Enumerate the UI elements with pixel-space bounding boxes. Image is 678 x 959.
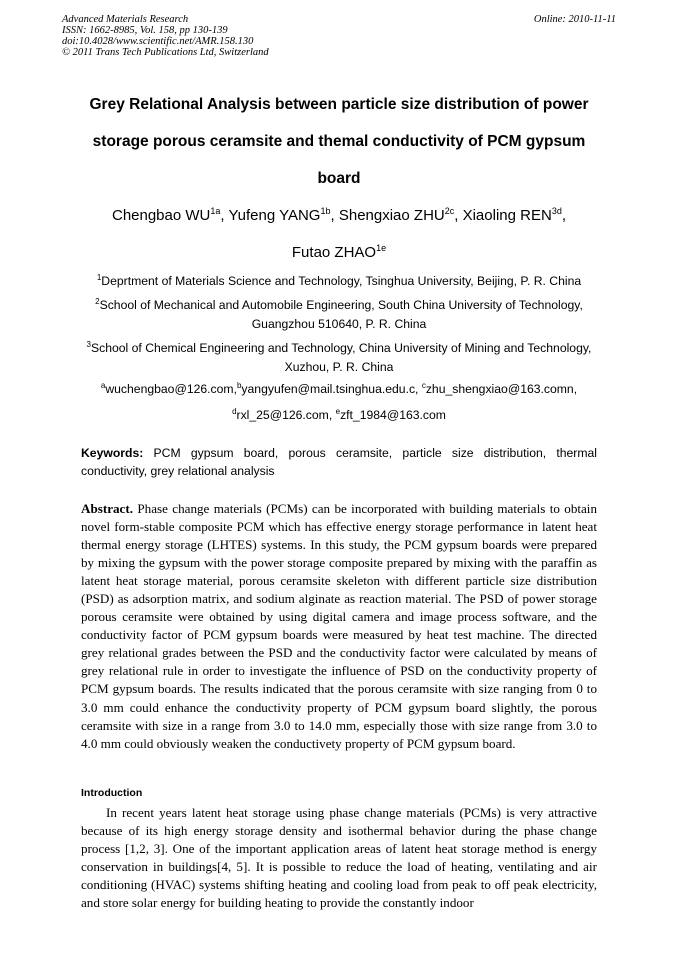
email-line-1: $^a$wuchengbao@126.com,$^b$yangyufen@mail.tsinghua.edu.c, $^c$zhu_shengxiao@163.comn,	[100, 380, 578, 396]
keywords-section	[81, 444, 597, 480]
keywords-label: Keywords:	[81, 446, 144, 460]
author: Shengxiao $ZHU^{2c}$,	[338, 206, 463, 224]
issn-line: ISSN: 1662-8985, Vol. 158, pp 130-139	[62, 25, 228, 36]
email-a[interactable]: wuchengbao@126.com,	[105, 382, 237, 396]
affiliation-2: $^2$School of Mechanical and Automobile Engineering, South China University of Technology, Guangzhou 510640, P. R. China	[95, 296, 583, 331]
author: Yufeng $YANG^{1b}$,	[228, 206, 339, 224]
email-c[interactable]: zhu_shengxiao@163.comn,	[425, 382, 578, 396]
journal-name: Advanced Materials Research	[62, 14, 189, 25]
journal-header	[62, 14, 269, 58]
affiliation-1: $^1$Deprtment of Materials Science and Technology, Tsinghua University, Beijing, P. R. China	[96, 272, 582, 288]
author: Xiaoling $REN^{3d}$,	[462, 206, 566, 224]
author-list	[70, 197, 608, 271]
keywords-text: PCM gypsum board, porous ceramsite, particle size distribution, thermal conductivity, grey relational analysis	[81, 446, 597, 478]
paper-title: Grey Relational Analysis between particle size distribution of power storage porous ceramsite and themal conductivity of PCM gypsum board	[89, 96, 589, 187]
email-d[interactable]: rxl_25@126.com,	[236, 408, 333, 422]
author: Futao $ZHAO^{1e}$	[291, 243, 387, 261]
introduction-text: In recent years latent heat storage using phase change materials (PCMs) is very attractive because of its high energy storage density and isothermal behavior during the phase change process [1,2, 3]. One of the important application areas of latent heat storage method is energy conservation in buildings[4, 5]. It is possible to reduce the load of heating, ventilating and air conditioning (HVAC) systems shifting heating and cooling load from peak to off peak electricity, and store solar energy for building heating to provide the constantly indoor	[81, 805, 597, 911]
online-date: Online: 2010-11-11	[533, 14, 616, 25]
email-line-2: $^d$rxl_25@126.com, $^e$zft_1984@163.com	[232, 406, 446, 422]
introduction-heading: Introduction	[81, 787, 143, 799]
affiliation-3: $^3$School of Chemical Engineering and Technology, China University of Mining and Technology, Xuzhou, P. R. China	[86, 339, 592, 374]
abstract-text: Phase change materials (PCMs) can be incorporated with building materials to obtain novel form-stable composite PCM which has effective energy storage performance in latent heat thermal energy storage (LHTES) systems. In this study, the PCM gypsum boards were prepared by mixing the gypsum with the power storage composite prepared by mixing with the paraffin as latent heat storage material, porous ceramsite skeleton with different particle size distribution (PSD) as adsorption matrix, and sodium alginate as reaction material. The PSD of power storage porous ceramsite were obtained by using digital camera and image process software, and the conductivity factor of PCM gypsum boards were measured by heat test machine. The directed grey relational grades between the PSD and the conductivity factor were calculated by means of grey relational rule in order to investigate the influence of PSD on the conductivity property of PCM gypsum boards. The results indicated that the porous ceramsite with size ranging from 0 to 3.0 mm could enhance the conductivity property of PCM gypsum board slightly, the porous ceramsite with size in a range from 3.0 to 14.0 mm, especially those with size range from 3.0 to 4.0 mm could obviously weaken the conductivety property of PCM gypsum board.	[81, 501, 597, 751]
abstract-label: Abstract.	[81, 501, 133, 516]
copyright-line: © 2011 Trans Tech Publications Ltd, Switzerland	[62, 47, 269, 58]
email-e[interactable]: zft_1984@163.com	[340, 408, 446, 422]
author: Chengbao $WU^{1a}$,	[111, 206, 229, 224]
email-b[interactable]: yangyufen@mail.tsinghua.edu.c,	[241, 382, 419, 396]
abstract-section	[81, 500, 597, 753]
doi-line: doi:10.4028/www.scientific.net/AMR.158.130	[62, 36, 254, 47]
